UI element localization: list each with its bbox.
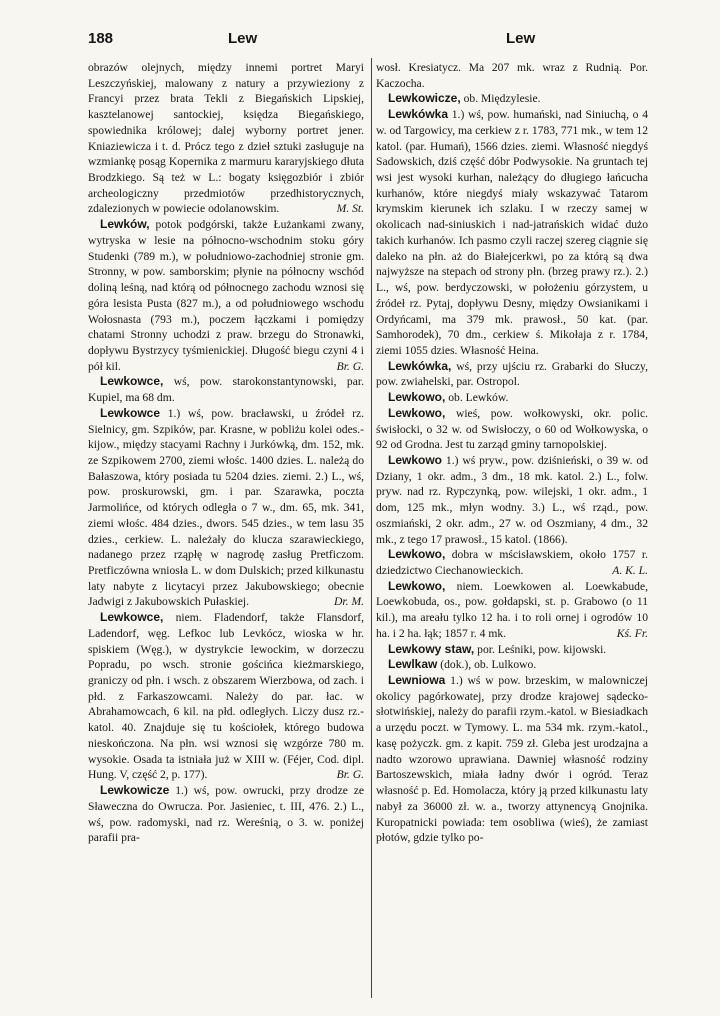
author-signature: A. K. L. (612, 564, 648, 577)
dictionary-entry (88, 610, 364, 783)
entry-text: wieś, pow. wołkowyski, okr. polic. świsłocki, o 32 w. od Swisłoczy, o 60 od Wołkowyska, o 92 od Grodna. Jest tu zarząd gminy tarnopolskiej. (376, 406, 648, 452)
entry-text: 1.) wś w pow. brzeskim, w malowniczej okolicy pagórkowatej, przy drodze krajowej sądecko-słotwińskiej, należy do parafii rzym.-katol. w Biesiadkach a urzędu poczt. w Tymowy. L. ma 534 mk. rzym.-katol., kasę pożyczk. gm. z kapit. 759 zł. Gleba jest urodzajna a nadto wzorowo uprawiana. Dawniej własność rodziny Bartoszewskich, miała ładny dwór i ogród. Teraz własność p. Ed. Homolacza, który ją przed kilkunastu laty nabył za 36000 zł. w. a., tworzy attynencyą Gnojnika. Kuropatnicki powiada: tem osobliwa (wieś), że zamiast płotów, gdzie tylko po- (376, 674, 648, 845)
entry-text: wś, przy ujściu rz. Grabarki do Słuczy, pow. zwiahelski, par. Ostropol. (376, 359, 648, 389)
entry-text: wś, pow. starokonstantynowski, par. Kupiel, ma 68 dm. (88, 375, 364, 405)
entry-text: obrazów olejnych, między innemi portret Maryi Leszczyńskiej, malowany z natury a przywieziony z Francyi przez brata Tekli z Biegańskich Lipskiej, kasztelanowej santockiej, księdza Biegańskiego, spowiednika królowej; dalej wyborny portret jener. Kniaziewicza i t. d. Prócz tego z dzieł sztuki zasługuje na wzmiankę posąg Kopernika z marmuru kararyjskiego dłuta Brodzkiego. Są też w L.: bogaty księgozbiór i zbiór archeologiczny przedmiotów przedhistorycznych, zdalezionych w powiecie odolanowskim. (88, 61, 364, 216)
entry-headword: Lewkowo (388, 452, 443, 467)
author-signature: Br. G. (336, 359, 364, 373)
entry-headword: Lewków, (100, 217, 150, 232)
column-divider (371, 58, 372, 998)
entry-headword: Lewkowy staw, (388, 641, 475, 656)
entry-text: wosł. Kresiatycz. Ma 207 mk. wraz z Rudnią. Por. Kaczocha. (376, 61, 648, 90)
entry-headword: Lewkowo, (388, 547, 446, 562)
right-column (376, 60, 648, 846)
entry-headword: Lewkowce (100, 405, 161, 420)
entry-headword: Lewkowce, (100, 610, 164, 625)
entry-text: 1.) wś pryw., pow. dziśnieński, o 39 w. od Dziany, 1 okr. adm., 3 dm., 18 mk. katol. 2.) L., folw. pryw. nad rz. Rypczynką, pow. wilejski, 1 okr. adm., 1 dom, 125 mk., młyn wodny. 3.) L., wś rząd., pow. oszmiański, 2 okr. adm., 27 w. od Oszmiany, 4 dm., 32 mk., z tego 17 prawosł., 15 katol. (1866). (376, 453, 648, 546)
entry-headword: Lewkowce, (100, 374, 164, 389)
entry-text: niem. Fladendorf, także Flansdorf, Ladendorf, węg. Lefkoc lub Levkócz, wioska w hr. spiskiem (Węg.), w dystrykcie lewockim, w dorzeczu Popradu, po wsch. stronie gościńca kieżmarskiego, graniczy od płn. i wsch. z obszarem Wierzbowa, od zach. i płd. z Farkaszowcami. Należy do par. łac. w Abrahamowcach, 6 kil. na płd. odległych. Liczy dusz rz.-katol. 40. Znajduje się tu kościołek, którego budowa nieskończona. Na płn. wsi wznosi się wzgórze 780 m. wysokie. Osada ta istniała już w XIII w. (Féjer, Cod. dipl. Hung. V, część 2, p. 177). (88, 611, 364, 782)
entry-text: niem. Loewkowen al. Loewkabude, Loewkobuda, os., pow. gołdapski, st. p. Grabowo (o 11 kil.), ma areału tylko 12 ha. i to roli ornej i ogrodów 10 ha. i 2 ha. łąk; 1857 r. 4 mk. (376, 579, 648, 640)
entry-text: 1.) wś, pow. humański, nad Siniuchą, o 4 w. od Targowicy, ma cerkiew z r. 1783, 771 mk., w tem 12 katol. (par. Humań), 1566 dzies. ziemi. Własność niegdyś Sadowskich, dziś część dóbr Podwysokie. Na gruntach tej wsi jest wysoki kurhan, należący do długiego łańcucha kurhanów, które niegdyś miały wskazywać Tatarom krymskim kierunek ich szlaku. I w rzeczy samej w okolicach nad-siniuskich i nad-jatrańskich widać dużo takich kurhanów. Ich pasmo czyli raczej szereg ciągnie się daleko na płn. aż do Białejcerkwi, po za którą są dwa najwyższe na stepach od strony płn. (brzeg prawy rz.). 2.) L., wś, pow. berdyczowski, w położeniu górzystem, u źródeł rz. Pytaj, dopływu Desny, między Owsianikami i Ordyńcami, ma 379 mk. prawosł., 50 kat. (par. Samhorodek), 70 dm., cerkiew ś. Mikołaja z r. 1784, ziemi 1055 dzies. Własność Heina. (376, 108, 648, 357)
dictionary-entry (376, 579, 648, 642)
entry-headword: Lewkowo, (388, 578, 446, 593)
author-signature: M. St. (336, 202, 364, 216)
running-head-left: Lew (228, 30, 258, 47)
dictionary-entry (376, 390, 648, 406)
entry-headword: Lewniowa (388, 673, 446, 688)
dictionary-entry (376, 453, 648, 547)
dictionary-entry (88, 783, 364, 846)
entry-text: por. Leśniki, pow. kijowski. (477, 642, 607, 656)
entry-headword: Lewkowicze (100, 783, 170, 798)
page-number: 188 (88, 30, 114, 47)
entry-text: ob. Lewków. (448, 391, 509, 405)
dictionary-entry (376, 107, 648, 359)
entry-text: potok podgórski, także Łużankami zwany, wytryska w lesie na północno-wschodnim stoku góry Studenki (789 m.), w południowo-zachodniej stronie gm. Stronny, w pow. samborskim; płynie na północny wschód doliną leśną, nad którą od północnego zachodu wznosi się góra lesista Pusta (827 m.), a od południowego wschodu Wołosnasta (793 m.), poczem łączkami i pomiędzy chatami Stronny uchodzi z praw. brzegu do Stronawki, dopływu Bystrzycy tyśmienickiej. Długość biegu czyni 4 i pół kil. (88, 218, 364, 373)
entry-text: ob. Międzylesie. (463, 92, 541, 106)
entry-text: 1.) wś, pow. bracławski, u źródeł rz. Sielnicy, gm. Szpików, par. Krasne, w pobliżu kolei odes.-kijow., między stacyami Rachny i Jurkówką, dm. 152, mk. ze Szpikowem 2700, ziemi włośc. 1400 dzies. L. należą do Bałaszowa, który posiada tu 5204 dzies. ziemi. 2.) L., wś, pow. proskurowski, gm. i par. Szarawka, poczta Jarmolińce, od których odległa o 7 w., dm. 65, mk. 341, ziemi włośc. 484 dzies., dwors. 545 dzies., w tem lasu 35 dzies., cerkiew. L. należały do klucza szarawieckiego, nadanego przez rząpłę w nagrodę zasług Pretficzom. Pretficzówna wniosła L. w dom Dulskich; przed kilkunastu laty nabyte z licytacyi przez Jakubowskiego; obecnie Jadwigi z Jakubowskich Pułaskiej. (88, 406, 364, 609)
dictionary-entry (88, 60, 364, 217)
dictionary-entry (376, 673, 648, 846)
entry-headword: Lewkowo, (388, 390, 446, 405)
dictionary-entry (376, 359, 648, 390)
dictionary-entry (376, 657, 648, 673)
entry-headword: Lewkowo, (388, 405, 446, 420)
entry-headword: Lewlkaw (388, 657, 438, 672)
author-signature: Kś. Fr. (616, 626, 648, 640)
author-signature: Dr. M. (334, 595, 364, 609)
dictionary-entry (376, 91, 648, 107)
running-head-right: Lew (506, 30, 536, 47)
dictionary-entry (376, 642, 648, 658)
left-column (88, 60, 364, 846)
entry-text: (dok.), ob. Lulkowo. (440, 658, 537, 672)
entry-headword: Lewkówka (388, 107, 449, 122)
dictionary-entry (376, 547, 648, 578)
entry-text: dobra w mścisławskiem, około 1757 r. dziedzictwo Ciechanowieckich. (376, 548, 648, 577)
dictionary-entry (376, 60, 648, 91)
entry-text: 1.) wś, pow. owrucki, przy drodze ze Sławeczna do Owrucza. Por. Jasieniec, t. III, 476. 2.) L., wś, pow. radomyski, nad rz. Wereśnią, o 3. w. poniżej parafii pra- (88, 784, 364, 845)
dictionary-entry (88, 406, 364, 610)
author-signature: Br. G. (336, 768, 364, 782)
entry-headword: Lewkowicze, (388, 91, 461, 106)
dictionary-entry (376, 406, 648, 453)
dictionary-entry (88, 217, 364, 374)
dictionary-entry (88, 374, 364, 405)
entry-headword: Lewkówka, (388, 358, 452, 373)
